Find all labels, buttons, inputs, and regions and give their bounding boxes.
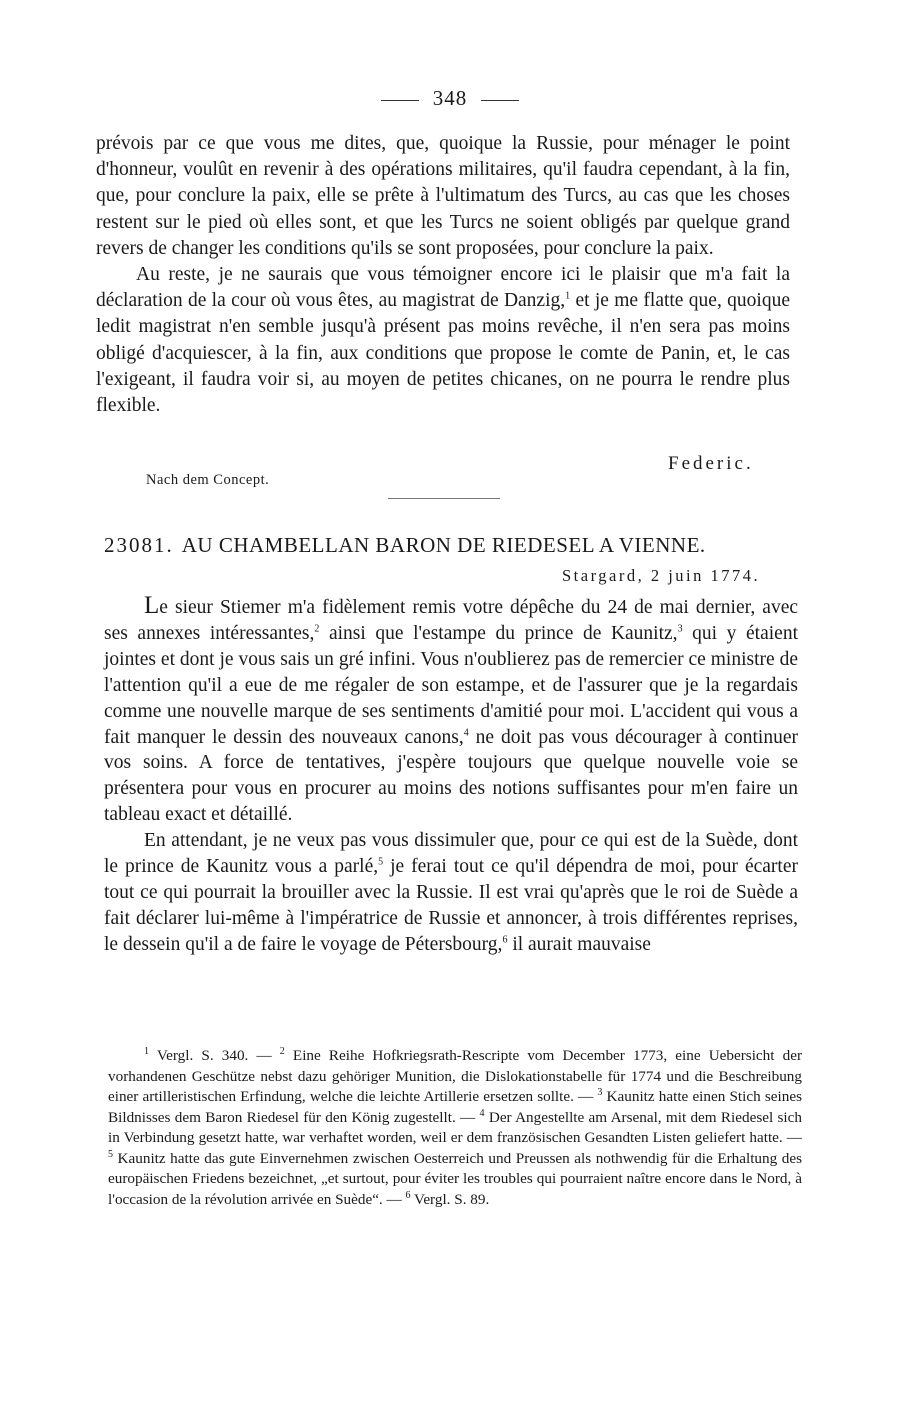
letter-heading bbox=[104, 533, 794, 558]
footnotes-text bbox=[108, 1046, 802, 1210]
letter-b-paragraph-2 bbox=[104, 828, 798, 958]
letter-a-paragraph-2: Au reste, je ne saurais que vous témoigner encore ici le plaisir que m'a fait la déclaration de la cour où vous êtes, au magistrat de Danzig,$^1$ et je me flatte que, quoique ledit magistrat n'en semble jusqu'à présent pas moins revêche, il n'en sera pas moins obligé d'acquiescer, à la fin, aux conditions que propose le comte de Panin, et, le cas l'exigeant, il faudra voir si, au moyen de petites chicanes, on ne pourra le rendre plus flexible. bbox=[96, 264, 790, 417]
text-run: Vergl. S. 89. bbox=[410, 1190, 490, 1208]
footnote-ref: 2 bbox=[279, 1045, 285, 1057]
footnote-ref: 4 bbox=[479, 1107, 485, 1119]
letter-number: 23081. bbox=[104, 533, 174, 557]
footnote-ref: 1 bbox=[144, 1045, 149, 1057]
text-run: Le sieur Stiemer m'a fidèlement remis votre dépêche du 24 de mai dernier, avec ses annexes intéressantes, bbox=[104, 592, 798, 644]
letter-b-paragraph-1 bbox=[104, 593, 798, 828]
text-run: Kaunitz hatte das gute Einvernehmen zwischen Oesterreich und Preussen als nothwendig für die Erhaltung des europäischen Friedens bezeichnet, „et surtout, pour éviter les troubles qui pourraient naître encore dans le Nord, à l'occasion de la révolution arrivée en Suède“. — bbox=[108, 1149, 802, 1208]
footnote-ref: 2 bbox=[314, 623, 320, 635]
letter-continuation bbox=[96, 131, 790, 419]
footnote-ref: 6 bbox=[405, 1189, 411, 1201]
footnote-ref: 5 bbox=[108, 1148, 113, 1160]
footnote-ref: 6 bbox=[502, 934, 508, 946]
text-run: qui y étaient jointes et dont je vous sais un gré infini. Vous n'oublierez pas de remercier ce ministre de l'attention qu'il a eue de me régaler de son estampe, et de l'assurer que je la regardais comme une nouvelle marque de ses sentiments d'amitié pour moi. L'accident qui vous a fait manquer le dessin des nouveaux canons, bbox=[104, 622, 798, 748]
footnote-ref: 1 bbox=[565, 290, 571, 302]
footnote-ref: 4 bbox=[463, 727, 469, 739]
letter-a-paragraph-1: prévois par ce que vous me dites, que, quoique la Russie, pour ménager le point d'honneur, voulût en revenir à des opérations militaires, qu'il faudra cependant, à la fin, que, pour conclure la paix, elle se prête à l'ultimatum des Turcs, au cas que les choses restent sur le pied où elles sont, et que les Turcs ne soient obligés par quelque grand revers de changer les conditions qu'ils se sont proposées, pour conclure la paix. bbox=[96, 133, 790, 259]
page-number-dash-left bbox=[381, 100, 419, 101]
text-run: Vergl. S. 340. — bbox=[149, 1047, 280, 1064]
signature: Federic. bbox=[668, 453, 754, 474]
footnote-ref: 3 bbox=[677, 623, 683, 635]
letter-title: AU CHAMBELLAN BARON DE RIEDESEL A VIENNE. bbox=[181, 533, 706, 557]
section-divider bbox=[388, 498, 500, 499]
footnote-ref: 3 bbox=[597, 1086, 603, 1098]
letter-body bbox=[104, 593, 798, 958]
text-run: Eine Reihe Hofkriegsrath-Rescripte vom December 1773, eine Uebersicht der vorhandenen Geschütze nebst dazu gehöriger Munition, die Dislokationstabelle für 1774 und die Beschreibung einer artilleristischen Erfindung, welche die leichte Artillerie ersetzen sollte. — bbox=[108, 1047, 802, 1105]
text-run: Der Angestellte am Arsenal, mit dem Riedesel sich in Verbindung gesetzt hatte, war verhaftet worden, weil er dem französischen Gesandten Listen geliefert hatte. — bbox=[108, 1108, 802, 1146]
text-run: En attendant, je ne veux pas vous dissimuler que, pour ce qui est de la Suède, dont le prince de Kaunitz vous a parlé, bbox=[104, 830, 798, 878]
text-run: je ferai tout ce qu'il dépendra de moi, pour écarter tout ce qui pourrait la brouiller avec la Russie. Il est vrai qu'après que le roi de Suède a fait déclarer lui-même à l'impératrice de Russie et annoncer, à trois différentes reprises, le dessein qu'il a de faire le voyage de Pétersbourg, bbox=[104, 856, 798, 955]
text-run: il aurait mauvaise bbox=[507, 933, 651, 955]
footnote-ref: 5 bbox=[378, 856, 384, 868]
page-number: 348 bbox=[0, 86, 900, 111]
text-run: ainsi que l'estampe du prince de Kaunitz, bbox=[319, 622, 678, 644]
page-number-dash-right bbox=[481, 100, 519, 101]
text-run: ne doit pas vous décourager à continuer vos soins. A force de tentatives, j'espère toujours que quelque nouvelle voie se présentera pour vous en procurer au moins des notions suffisantes pour m'en faire un tableau exact et détaillé. bbox=[104, 726, 798, 826]
text-run: Kaunitz hatte einen Stich seines Bildnisses dem Baron Riedesel für den König zugestellt. — bbox=[108, 1088, 802, 1126]
footnotes bbox=[108, 1046, 802, 1210]
place-date: Stargard, 2 juin 1774. bbox=[562, 566, 761, 585]
source-note: Nach dem Concept. bbox=[146, 472, 270, 488]
